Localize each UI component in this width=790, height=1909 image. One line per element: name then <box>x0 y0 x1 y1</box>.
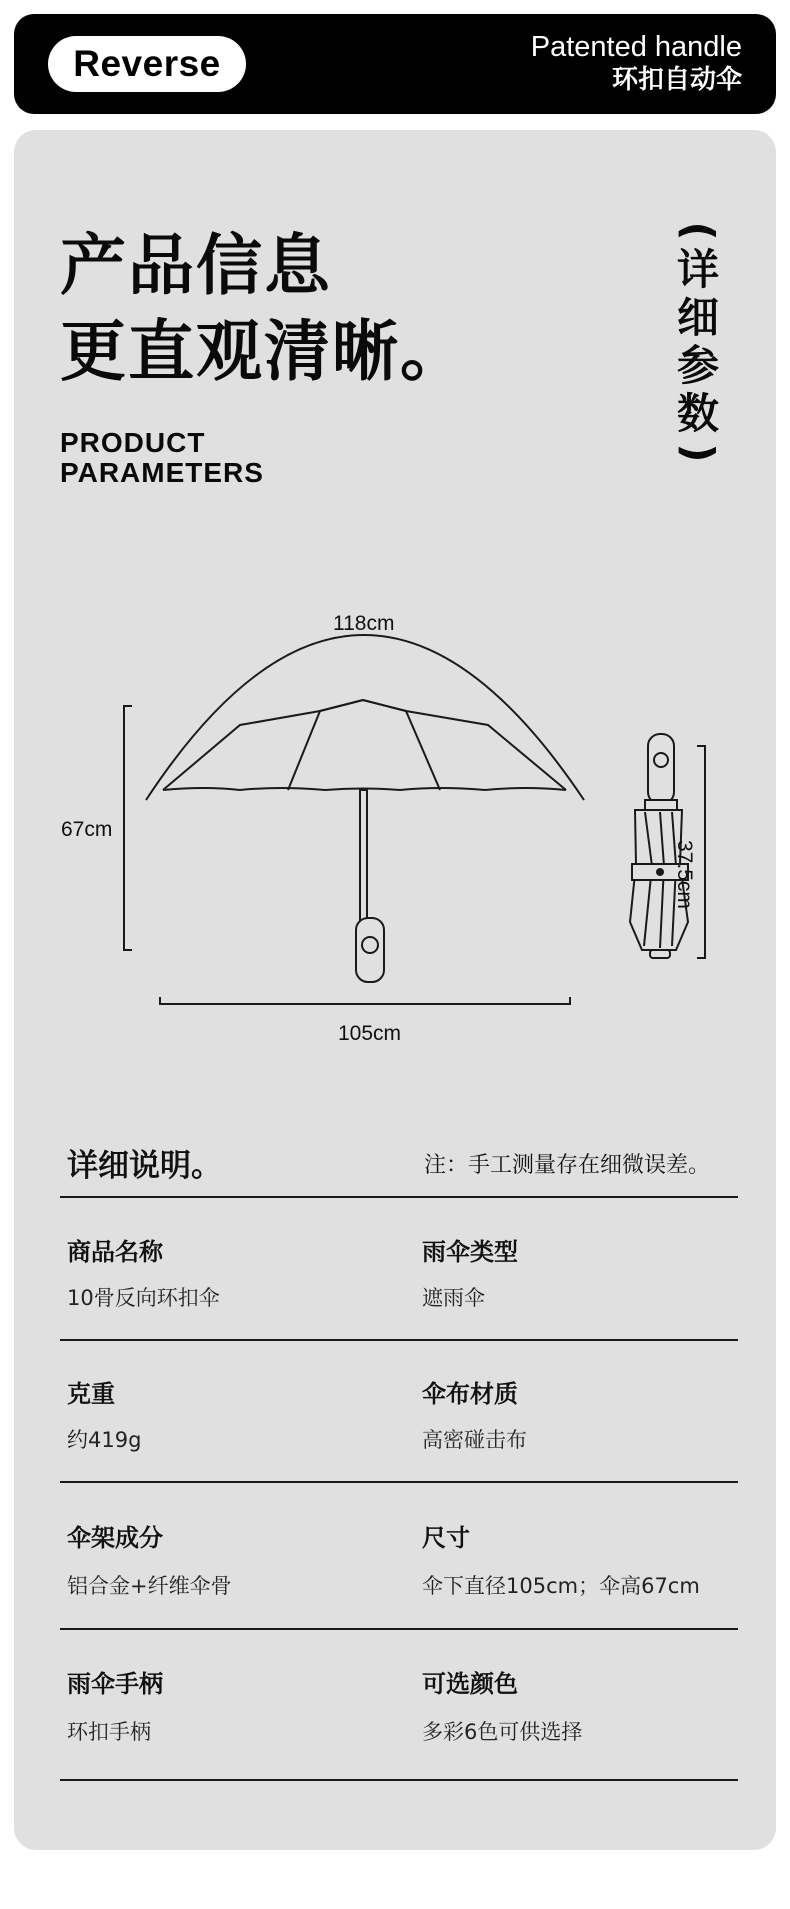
details-title: 详细说明。 <box>67 1148 222 1184</box>
umbrella-rib <box>363 700 440 790</box>
header-title-en: Patented handle <box>530 31 742 63</box>
spec-value-frame: 铝合金+纤维伞骨 <box>67 1574 232 1598</box>
spec-value-umbrella-type: 遮雨伞 <box>422 1286 485 1310</box>
umbrella-handle <box>356 918 384 982</box>
vertical-tag-char: 参 <box>676 341 719 390</box>
spec-value-size: 伞下直径105cm；伞高67cm <box>422 1574 700 1598</box>
table-divider <box>60 1481 738 1483</box>
subtitle-en-line1: PRODUCT <box>60 427 206 458</box>
spec-label-colors: 可选颜色 <box>422 1670 518 1698</box>
spec-label-umbrella-type: 雨伞类型 <box>422 1238 518 1266</box>
folded-strap-button <box>657 869 663 875</box>
spec-label-size: 尺寸 <box>422 1524 470 1552</box>
header-title-cn: 环扣自动伞 <box>611 65 742 95</box>
table-divider <box>60 1628 738 1630</box>
table-divider <box>60 1196 738 1198</box>
height-dimension-label: 67cm <box>61 818 113 841</box>
folded-dimension-label: 37.5cm <box>673 840 696 909</box>
spec-label-fabric: 伞布材质 <box>422 1380 518 1408</box>
umbrella-canopy <box>163 700 566 790</box>
spec-label-weight: 克重 <box>67 1380 115 1408</box>
vertical-tag-close-paren: ) <box>674 443 723 463</box>
folded-dimension-line <box>697 746 705 958</box>
width-dimension-line <box>160 997 570 1004</box>
measurement-note: 注：手工测量存在细微误差。 <box>424 1153 711 1178</box>
vertical-tag-char: 细 <box>676 293 719 342</box>
spec-value-handle: 环扣手柄 <box>67 1720 151 1744</box>
spec-value-colors: 多彩6色可供选择 <box>422 1720 583 1744</box>
folded-umbrella-tip <box>650 950 670 958</box>
spec-label-handle: 雨伞手柄 <box>67 1670 163 1698</box>
spec-label-frame: 伞架成分 <box>67 1524 163 1552</box>
arc-dimension-line <box>146 635 584 800</box>
vertical-tag-char: 详 <box>676 245 719 294</box>
width-dimension-label: 105cm <box>338 1022 402 1045</box>
hero-title-line2: 更直观清晰。 <box>60 313 468 390</box>
hero-title-line1: 产品信息 <box>60 227 332 304</box>
subtitle-en-line2: PARAMETERS <box>60 457 264 488</box>
spec-value-product-name: 10骨反向环扣伞 <box>67 1286 220 1310</box>
height-dimension-line <box>124 706 132 950</box>
umbrella-rib <box>288 700 363 790</box>
vertical-tag-char: 数 <box>676 389 719 438</box>
spec-value-fabric: 高密碰击布 <box>422 1428 527 1452</box>
folded-umbrella-collar <box>645 800 677 810</box>
vertical-tag-open-paren: ( <box>674 221 723 241</box>
table-divider <box>60 1779 738 1781</box>
folded-umbrella-handle <box>648 734 674 804</box>
table-divider <box>60 1339 738 1341</box>
arc-dimension-label: 118cm <box>333 612 395 635</box>
umbrella-shaft <box>360 790 367 920</box>
spec-value-weight: 约419g <box>67 1428 142 1452</box>
brand-logo: Reverse <box>48 36 246 92</box>
spec-label-product-name: 商品名称 <box>67 1238 163 1266</box>
